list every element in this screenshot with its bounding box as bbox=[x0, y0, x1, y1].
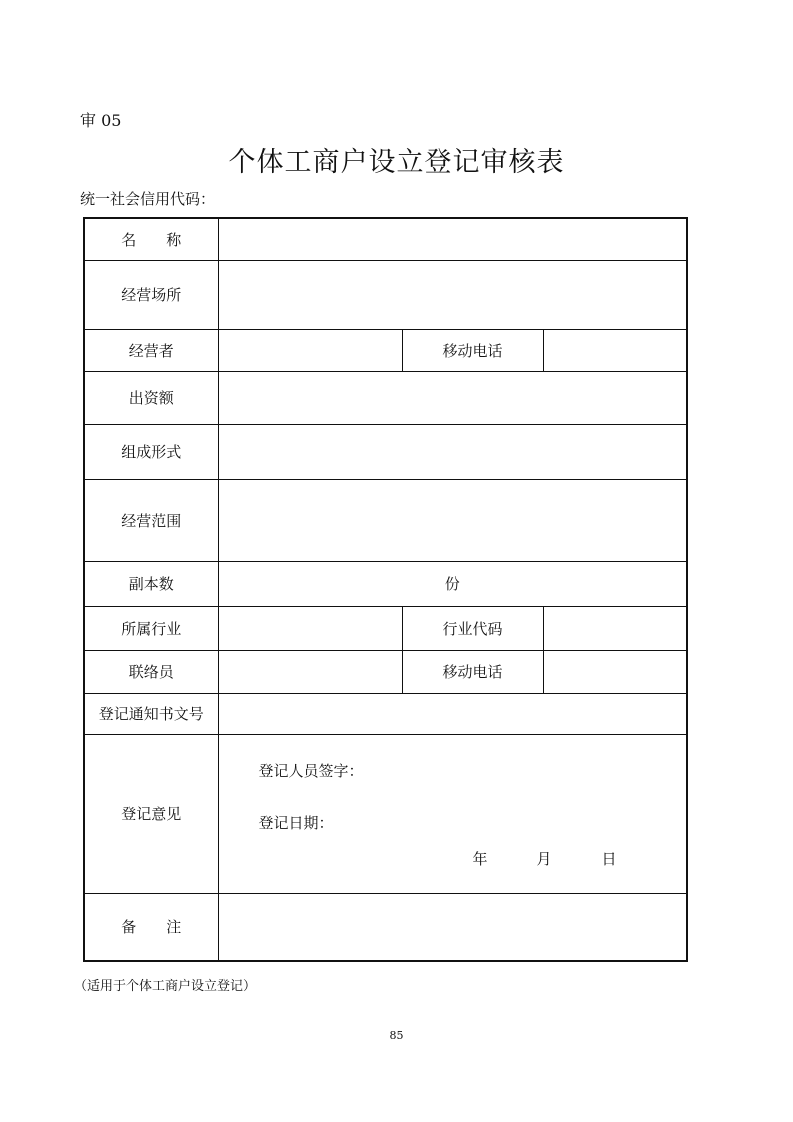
capital-field[interactable] bbox=[218, 371, 687, 424]
form-field[interactable] bbox=[218, 424, 687, 479]
applicability-note: （适用于个体工商户设立登记） bbox=[74, 979, 257, 994]
industry-label: 所属行业 bbox=[84, 606, 218, 650]
row-form bbox=[84, 424, 687, 479]
contact-phone-label: 移动电话 bbox=[402, 650, 543, 693]
row-notice-no bbox=[84, 693, 687, 734]
row-premises bbox=[84, 260, 687, 329]
industry-code-field[interactable] bbox=[543, 606, 687, 650]
registration-review-table bbox=[83, 217, 688, 962]
name-label: 名 称 bbox=[84, 218, 218, 260]
remarks-label: 备 注 bbox=[84, 893, 218, 961]
notice-no-label: 登记通知书文号 bbox=[84, 693, 218, 734]
copies-label: 副本数 bbox=[84, 561, 218, 606]
contact-label: 联络员 bbox=[84, 650, 218, 693]
date-label: 登记日期： bbox=[258, 813, 334, 832]
row-name bbox=[84, 218, 687, 260]
remarks-field[interactable] bbox=[218, 893, 687, 961]
row-opinion bbox=[84, 734, 687, 893]
capital-label: 出资额 bbox=[84, 371, 218, 424]
notice-no-field[interactable] bbox=[218, 693, 687, 734]
contact-phone-field[interactable] bbox=[543, 650, 687, 693]
operator-phone-label: 移动电话 bbox=[402, 329, 543, 371]
premises-field[interactable] bbox=[218, 260, 687, 329]
page-number: 85 bbox=[389, 1029, 404, 1042]
row-copies bbox=[84, 561, 687, 606]
day-label: 日 bbox=[601, 849, 617, 868]
scope-field[interactable] bbox=[218, 479, 687, 561]
scope-label: 经营范围 bbox=[84, 479, 218, 561]
copies-unit: 份 bbox=[444, 575, 460, 593]
copies-field[interactable] bbox=[218, 561, 687, 606]
row-capital bbox=[84, 371, 687, 424]
signature-label: 登记人员签字： bbox=[258, 761, 364, 780]
operator-label: 经营者 bbox=[84, 329, 218, 371]
row-scope bbox=[84, 479, 687, 561]
opinion-label: 登记意见 bbox=[84, 734, 218, 893]
row-contact bbox=[84, 650, 687, 693]
page-title: 个体工商户设立登记审核表 bbox=[228, 147, 565, 178]
operator-phone-field[interactable] bbox=[543, 329, 687, 371]
form-code: 审 05 bbox=[80, 111, 122, 130]
name-field[interactable] bbox=[218, 218, 687, 260]
row-operator bbox=[84, 329, 687, 371]
row-remarks bbox=[84, 893, 687, 961]
year-label: 年 bbox=[472, 849, 488, 868]
contact-field[interactable] bbox=[218, 650, 402, 693]
industry-code-label: 行业代码 bbox=[402, 606, 543, 650]
opinion-cell[interactable] bbox=[218, 734, 687, 893]
premises-label: 经营场所 bbox=[84, 260, 218, 329]
row-industry bbox=[84, 606, 687, 650]
credit-code-label: 统一社会信用代码： bbox=[80, 190, 216, 208]
month-label: 月 bbox=[536, 849, 552, 868]
operator-field[interactable] bbox=[218, 329, 402, 371]
industry-field[interactable] bbox=[218, 606, 402, 650]
form-label: 组成形式 bbox=[84, 424, 218, 479]
